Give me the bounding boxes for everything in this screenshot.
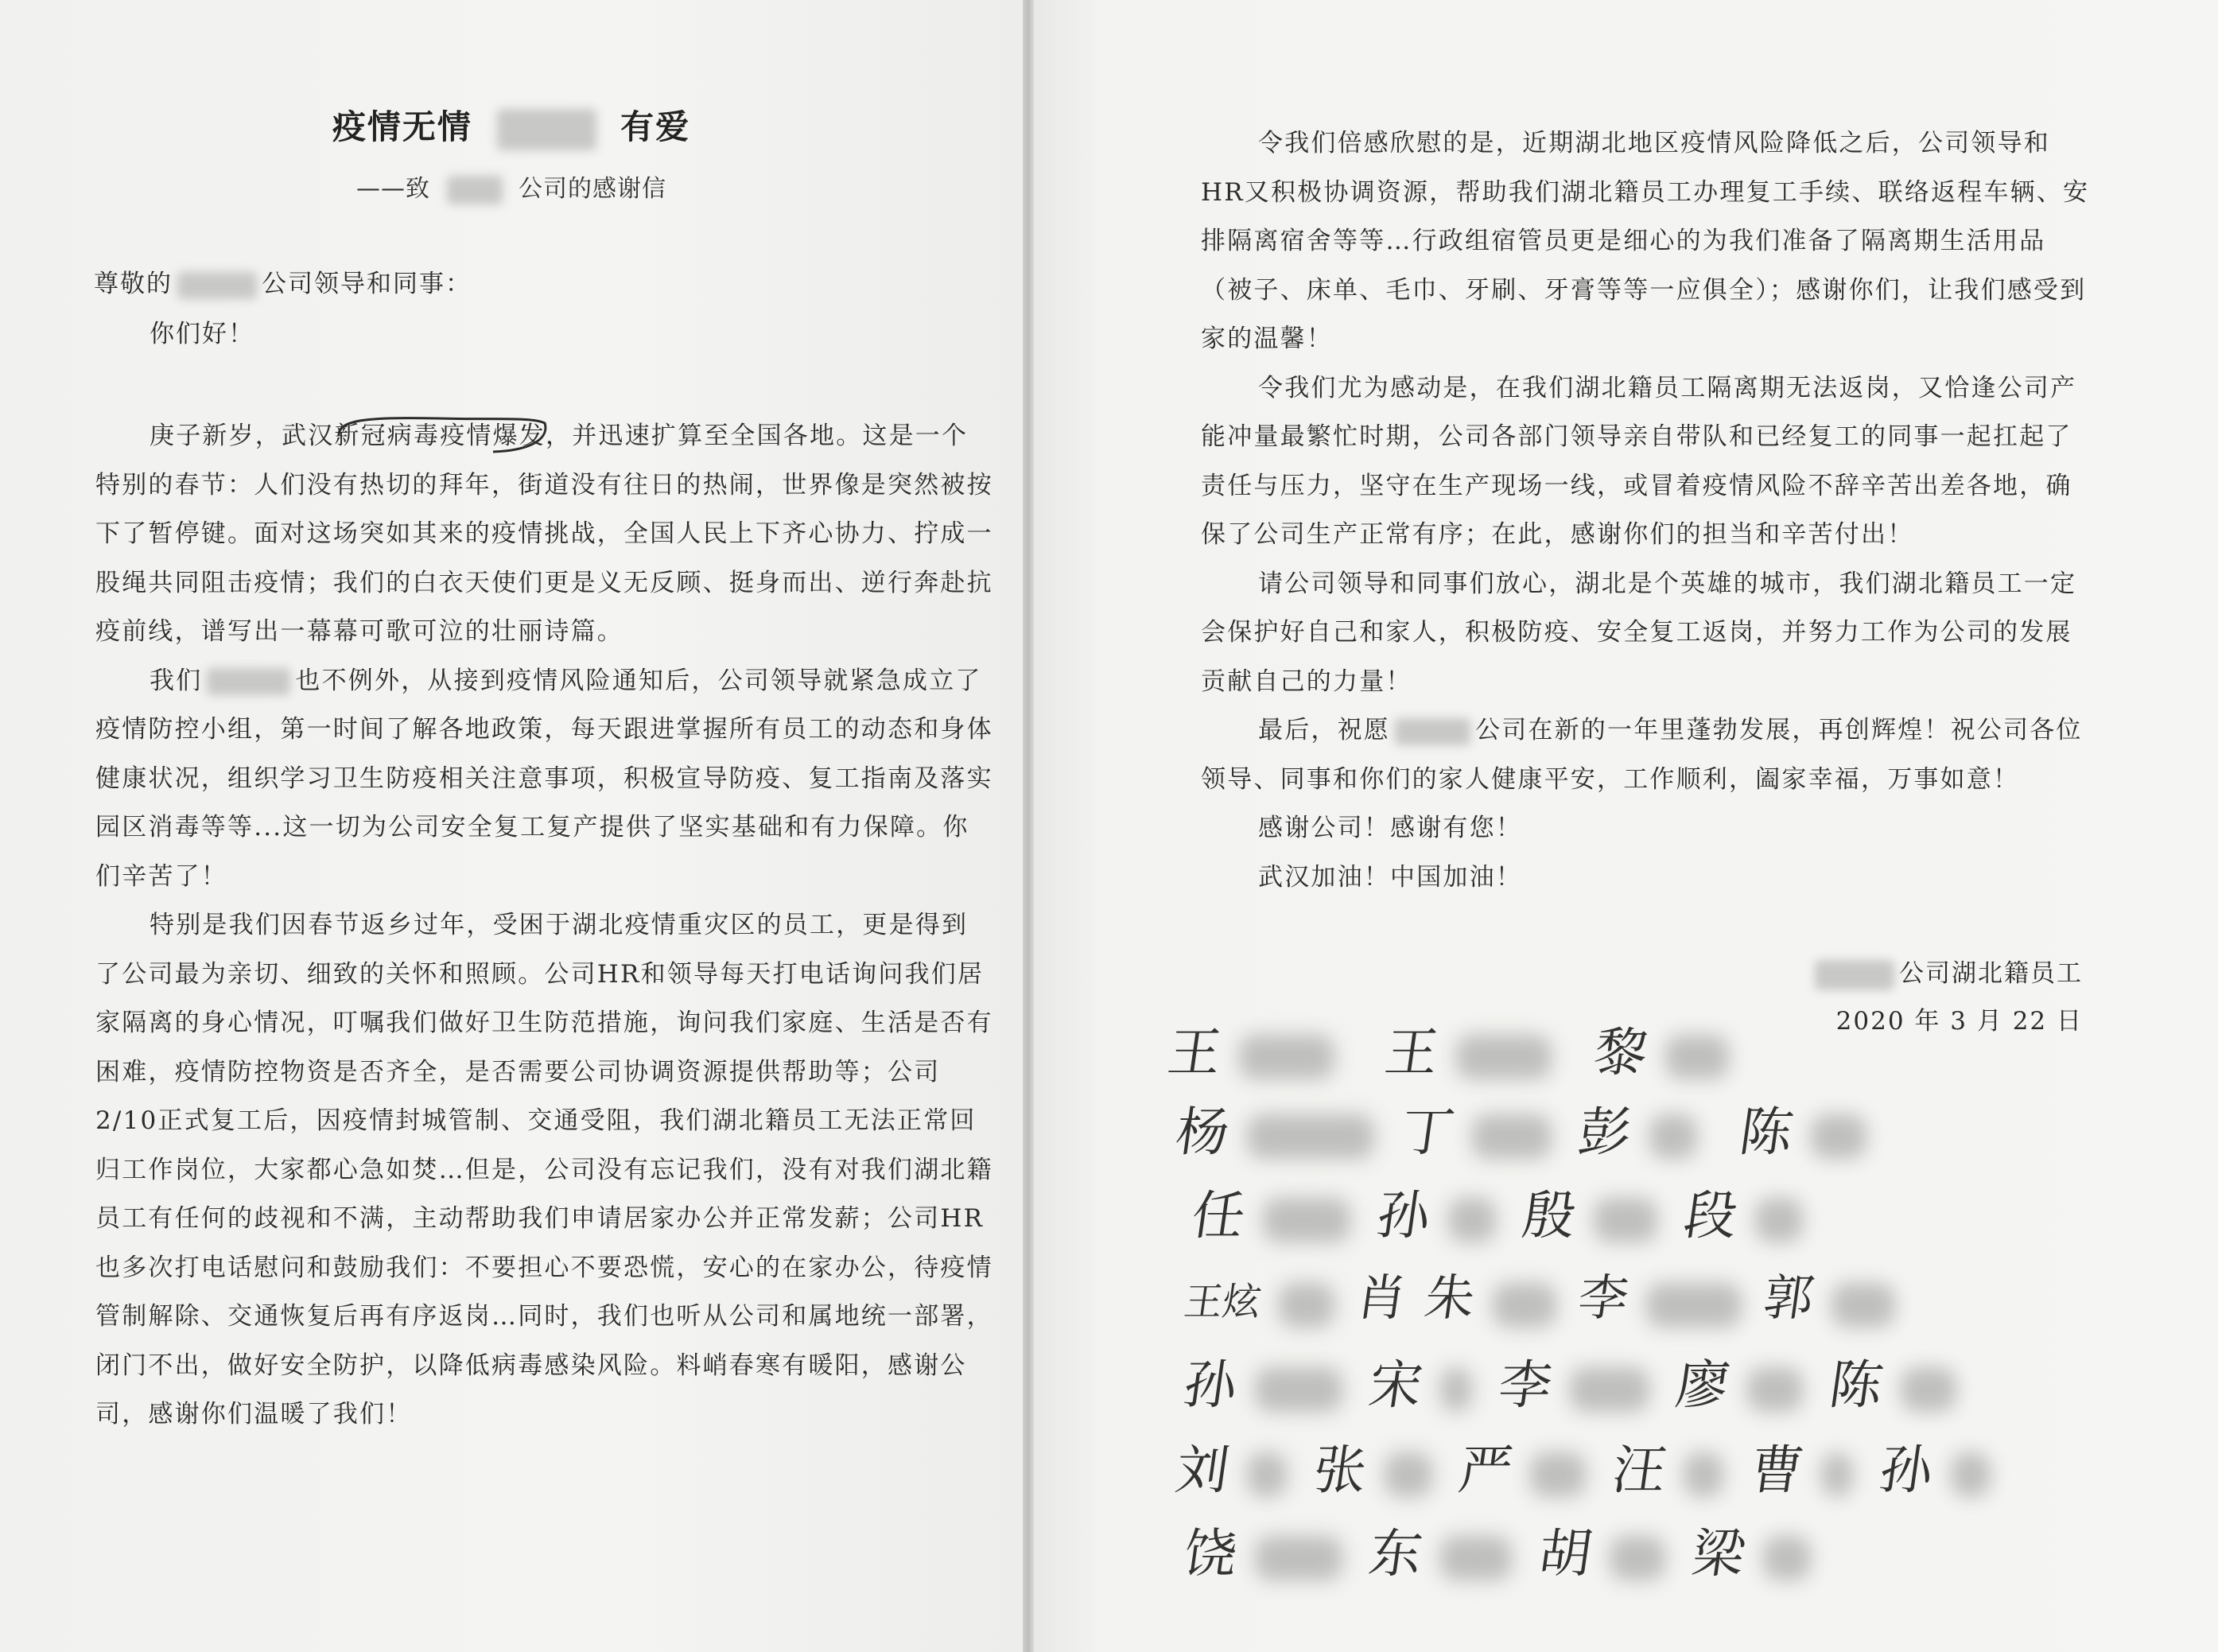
paragraph: 令我们倍感欣慰的是，近期湖北地区疫情风险降低之后，公司领导和HR又积极协调资源，帮助我们湖北籍员工办理复工手续、联络返程车辆、安排隔离宿舍等等…行政组宿管员更是细心的为我们准备了隔离期生活用品（被子、床单、毛巾、牙刷、牙膏等等一应俱全）；感谢你们，让我们感受到家的温馨！ (1201, 129, 2090, 353)
redacted-name (1684, 1452, 1723, 1497)
signature-name: 孙 (1373, 1185, 1435, 1246)
signature-name: 王炫 (1181, 1280, 1264, 1324)
signature-name: 郭 (1760, 1269, 1818, 1327)
signature-name: 廖 (1672, 1355, 1734, 1416)
signature-name: 丁 (1396, 1102, 1459, 1163)
signature-row (1179, 1511, 1822, 1587)
subtitle-start: ——致 (355, 175, 430, 203)
redacted-name (1755, 1198, 1803, 1242)
signature-name: 张 (1309, 1440, 1371, 1501)
redacted-name (1472, 1114, 1552, 1159)
paragraph: 庚子新岁，武汉新冠病毒疫情爆发，并迅速扩算至全国各地。这是一个特别的春节：人们没有热切的拜年，街道没有往日的热闹，世界像是突然被按下了暂停键。面对这场突如其来的疫情挑战，全国人民上下齐心协力、拧成一股绳共同阻击疫情；我们的白衣天使们更是义无反顾、挺身而出、逆行奔赴抗疫前线，谱写出一幕幕可歌可泣的壮丽诗篇。 (95, 422, 993, 646)
left-body (95, 412, 994, 1440)
redacted-name (1255, 1367, 1342, 1412)
signature-name: 李 (1575, 1269, 1633, 1327)
redacted-name (1811, 1114, 1866, 1159)
signature-row (1181, 1258, 1906, 1329)
signature-name: 黎 (1590, 1022, 1652, 1083)
redacted-name (1440, 1367, 1472, 1412)
signature-name: 饶 (1179, 1523, 1241, 1584)
redacted-name (1239, 1035, 1334, 1079)
redacted-name (1649, 1114, 1697, 1159)
pen-annotation (334, 412, 573, 460)
redacted-company-name (1815, 960, 1894, 990)
salutation-start: 尊敬的 (94, 270, 173, 298)
signature-name: 任 (1187, 1185, 1249, 1246)
redacted-company-name (497, 109, 596, 150)
greeting: 你们好！ (150, 320, 254, 348)
signature-date: 2020 年 3 月 22 日 (1835, 1007, 2083, 1036)
paragraph-rest: 也不例外，从接到疫情风险通知后，公司领导就紧急成立了疫情防控小组，第一时间了解各地政策，每天跟进掌握所有员工的动态和身体健康状况，组织学习卫生防疫相关注意事项，积极宣导防疫、复工指南及落实园区消毒等等...这一切为公司安全复工复产提供了坚实基础和有力保障。你们辛苦了！ (95, 666, 993, 891)
redacted-name (1456, 1035, 1552, 1079)
redacted-name (1247, 1452, 1287, 1497)
signature-name: 李 (1494, 1355, 1556, 1416)
signature-name: 王 (1381, 1022, 1443, 1083)
redacted-name (1901, 1367, 1956, 1412)
redacted-name (1832, 1283, 1895, 1327)
redacted-name (1440, 1536, 1512, 1580)
redacted-name (1821, 1452, 1853, 1497)
redacted-name (1255, 1536, 1342, 1580)
paragraph: 特别是我们因春节返乡过年，受困于湖北疫情重灾区的员工，更是得到了公司最为亲切、细致的关怀和照顾。公司HR和领导每天打电话询问我们居家隔离的身心情况，叮嘱我们做好卫生防范措施，询问我们家庭、生活是否有困难，疫情防控物资是否齐全，是否需要公司协调资源提供帮助等；公司2/10正式复工后，因疫情封城管制、交通受阻，我们湖北籍员工无法正常回归工作岗位，大家都心急如焚…但是，公司没有忘记我们，没有对我们湖北籍员工有任何的歧视和不满，主动帮助我们申请居家办公并正常发薪；公司HR也多次打电话慰问和鼓励我们：不要担心不要恐慌，安心的在家办公，待疫情管制解除、交通恢复后再有序返岗…同时，我们也听从公司和属地统一部署，闭门不出，做好安全防护，以降低病毒感染风险。料峭春寒有暖阳，感谢公司，感谢你们温暖了我们！ (95, 911, 993, 1428)
redacted-company-name (447, 176, 503, 204)
redacted-name (1263, 1198, 1350, 1242)
signature-name: 彭 (1574, 1102, 1636, 1163)
signature-row (1179, 1343, 1967, 1418)
signature-name: 东 (1365, 1523, 1427, 1584)
right-body (1201, 119, 2092, 902)
redacted-company-name (1395, 718, 1470, 745)
signature-name: 孙 (1875, 1440, 1937, 1501)
handwritten-signatures (1161, 1010, 2115, 1631)
paragraph: 令我们尤为感动是，在我们湖北籍员工隔离期无法返岗，又恰逢公司产能冲量最繁忙时期，公司各部门领导亲自带队和已经复工的同事一起扛起了责任与压力，坚守在生产现场一线，或冒着疫情风险不辞辛苦出差各地，确保了公司生产正常有序；在此，感谢你们的担当和辛苦付出！ (1201, 373, 2077, 549)
book-gutter (1023, 0, 1034, 1652)
redacted-name (1594, 1198, 1657, 1242)
paragraph (1201, 706, 2092, 804)
redacted-name (1951, 1452, 1991, 1497)
signature-name: 孙 (1179, 1355, 1241, 1416)
closing-line: 武汉加油！中国加油！ (1258, 862, 1522, 892)
signature-name: 胡 (1534, 1523, 1596, 1584)
paragraph-start: 最后，祝愿 (1258, 716, 1390, 744)
redacted-name (1610, 1536, 1665, 1580)
redacted-name (1385, 1452, 1432, 1497)
signature-row (1187, 1173, 1814, 1249)
left-page (0, 0, 1023, 1652)
redacted-name (1448, 1198, 1496, 1242)
redacted-company-name (177, 272, 257, 299)
signature-name: 陈 (1735, 1102, 1797, 1163)
signature-org-text: 公司湖北籍员工 (1899, 959, 2083, 988)
salutation (94, 263, 472, 299)
closing-line: 感谢公司！感谢有您！ (1258, 814, 1522, 842)
redacted-name (1570, 1367, 1649, 1412)
document-title (0, 103, 1023, 151)
signature-name: 肖 (1353, 1269, 1411, 1327)
title-start: 疫情无情 (332, 107, 472, 146)
redacted-name (1493, 1283, 1556, 1327)
redacted-name (1279, 1283, 1334, 1327)
signature-row (1171, 1428, 2002, 1503)
paragraph: 请公司领导和同事们放心，湖北是个英雄的城市，我们湖北籍员工一定会保护好自己和家人，积极防疫、安全复工返岗，并努力工作为公司的发展贡献自己的力量！ (1201, 569, 2077, 696)
title-block (0, 103, 1023, 204)
redacted-name (1646, 1283, 1742, 1327)
signature-name: 殷 (1518, 1185, 1580, 1246)
signature-name: 王 (1163, 1022, 1226, 1083)
subtitle-end: 公司的感谢信 (519, 175, 667, 203)
signature-name: 朱 (1420, 1269, 1479, 1327)
signature-organization (1815, 953, 2083, 990)
redacted-name (1530, 1452, 1586, 1497)
redacted-name (1763, 1536, 1811, 1580)
redacted-company-name (207, 668, 290, 695)
signature-row (1171, 1090, 1878, 1165)
signature-name: 杨 (1171, 1102, 1233, 1163)
signature-name: 梁 (1688, 1523, 1750, 1584)
signature-name: 汪 (1608, 1440, 1670, 1501)
signature-name: 刘 (1171, 1440, 1233, 1501)
signature-name: 严 (1455, 1440, 1517, 1501)
redacted-name (1747, 1367, 1803, 1412)
signature-name: 曹 (1746, 1440, 1808, 1501)
signature-name: 宋 (1365, 1355, 1427, 1416)
redacted-name (1665, 1035, 1729, 1079)
salutation-end: 公司领导和同事： (262, 270, 472, 298)
title-end: 有爱 (620, 107, 691, 146)
paragraph (95, 657, 994, 902)
redacted-name (1247, 1114, 1374, 1159)
signature-name: 陈 (1825, 1355, 1887, 1416)
paragraph-rest: 公司在新的一年里蓬勃发展，再创辉煌！祝公司各位领导、同事和你们的家人健康平安，工作顺利，阖家幸福，万事如意！ (1201, 716, 2083, 794)
paragraph-start: 我们 (150, 666, 203, 695)
document-subtitle (0, 169, 1023, 204)
signature-row (1163, 1010, 1740, 1086)
signature-name: 段 (1680, 1185, 1742, 1246)
